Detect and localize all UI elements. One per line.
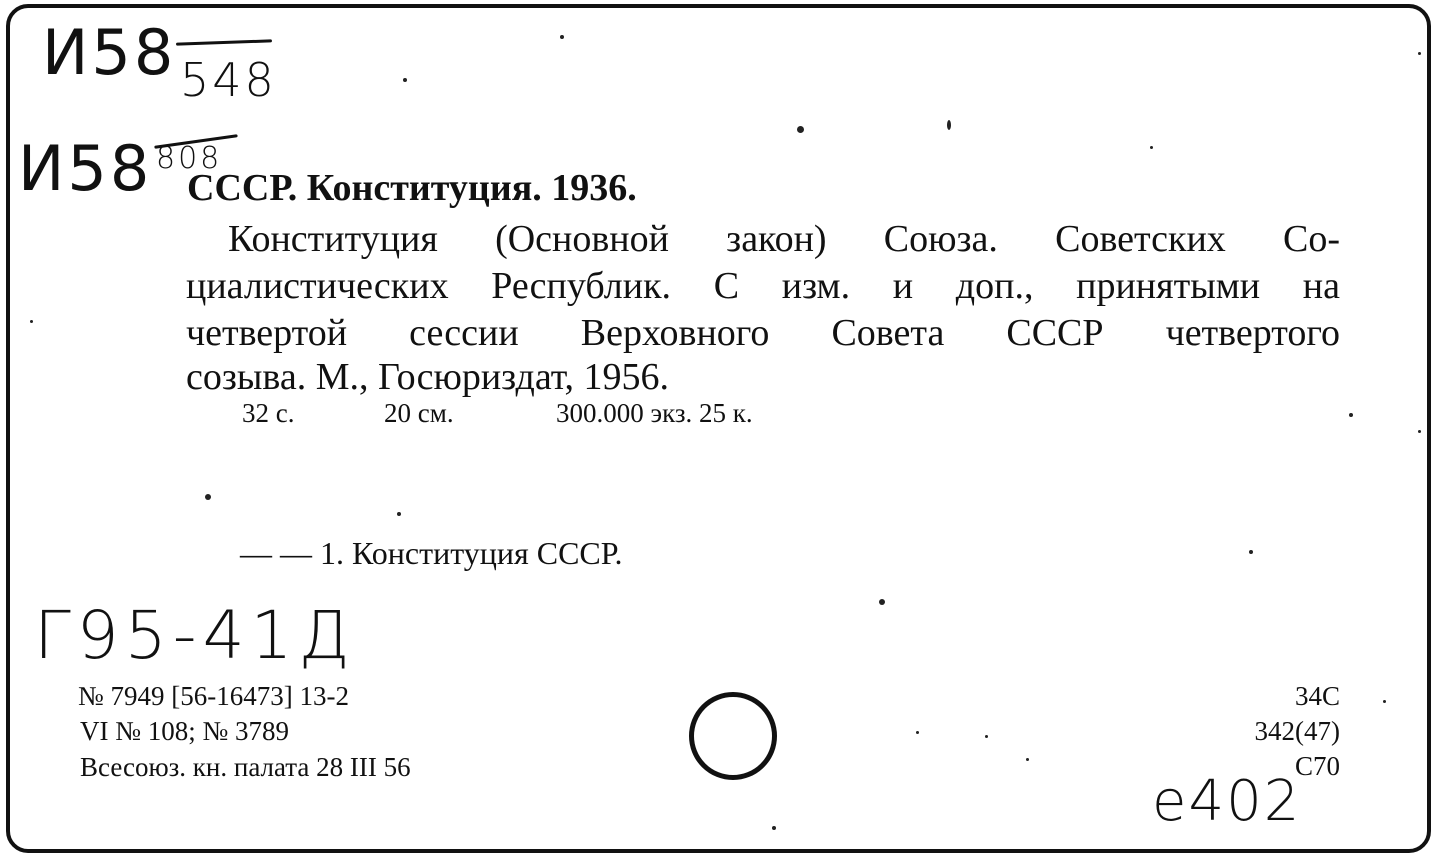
scan-speck	[397, 512, 401, 516]
scan-speck	[797, 126, 804, 133]
subject-tracing: — — 1. Конституция СССР.	[240, 535, 623, 571]
scan-speck	[772, 826, 776, 830]
footer-right-line-1: 34С	[1294, 681, 1340, 711]
scan-speck	[1418, 52, 1421, 55]
handwritten-shelf-mark-1-sup: 548	[180, 53, 277, 107]
scan-speck	[985, 735, 988, 738]
punch-hole-circle	[689, 692, 777, 780]
footer-left-line-3: Всесоюз. кн. палата 28 III 56	[80, 752, 411, 782]
footer-left-line-2: VI № 108; № 3789	[80, 716, 290, 746]
scan-speck	[560, 35, 564, 39]
handwritten-classification: Г95-41Д	[34, 597, 356, 674]
footer-right-line-2: 342(47)	[1254, 716, 1340, 746]
handwritten-shelf-mark-1	[42, 18, 176, 88]
footer-left-line-1: № 7949 [56-16473] 13-2	[78, 681, 349, 711]
description-line-1: Конституция (Основной закон) Союза. Советских Со-	[228, 218, 1340, 260]
scan-speck	[1418, 430, 1421, 433]
handwritten-shelf-mark-2: И58	[18, 132, 153, 205]
scan-speck	[916, 731, 919, 734]
shelf-mark-1-main: И58	[42, 16, 177, 89]
scan-speck	[403, 78, 407, 82]
scan-speck	[1249, 550, 1253, 554]
description-line-3: четвертой сессии Верховного Совета СССР четвертого	[186, 312, 1340, 354]
description-line-4: созыва. М., Госюриздат, 1956.	[186, 356, 669, 398]
scan-speck	[879, 599, 885, 605]
physical-pages: 32 с.	[242, 398, 295, 428]
handwritten-index-code: е402	[1152, 769, 1302, 834]
scan-speck	[947, 120, 951, 130]
entry-heading: СССР. Конституция. 1936.	[187, 167, 637, 209]
scan-speck	[1383, 700, 1386, 703]
description-line-2: циалистических Республик. С изм. и доп., принятыми на	[186, 265, 1340, 307]
footer-right-line-3: С70	[1294, 751, 1340, 781]
scan-speck	[205, 494, 211, 500]
scan-speck	[1150, 146, 1153, 149]
handwritten-shelf-mark-2-sup: 808	[156, 141, 223, 176]
physical-print-run-price: 300.000 экз. 25 к.	[556, 398, 753, 428]
physical-size: 20 см.	[384, 398, 454, 428]
scan-speck	[1026, 758, 1029, 761]
scan-speck	[30, 320, 33, 323]
scan-speck	[1349, 413, 1353, 417]
